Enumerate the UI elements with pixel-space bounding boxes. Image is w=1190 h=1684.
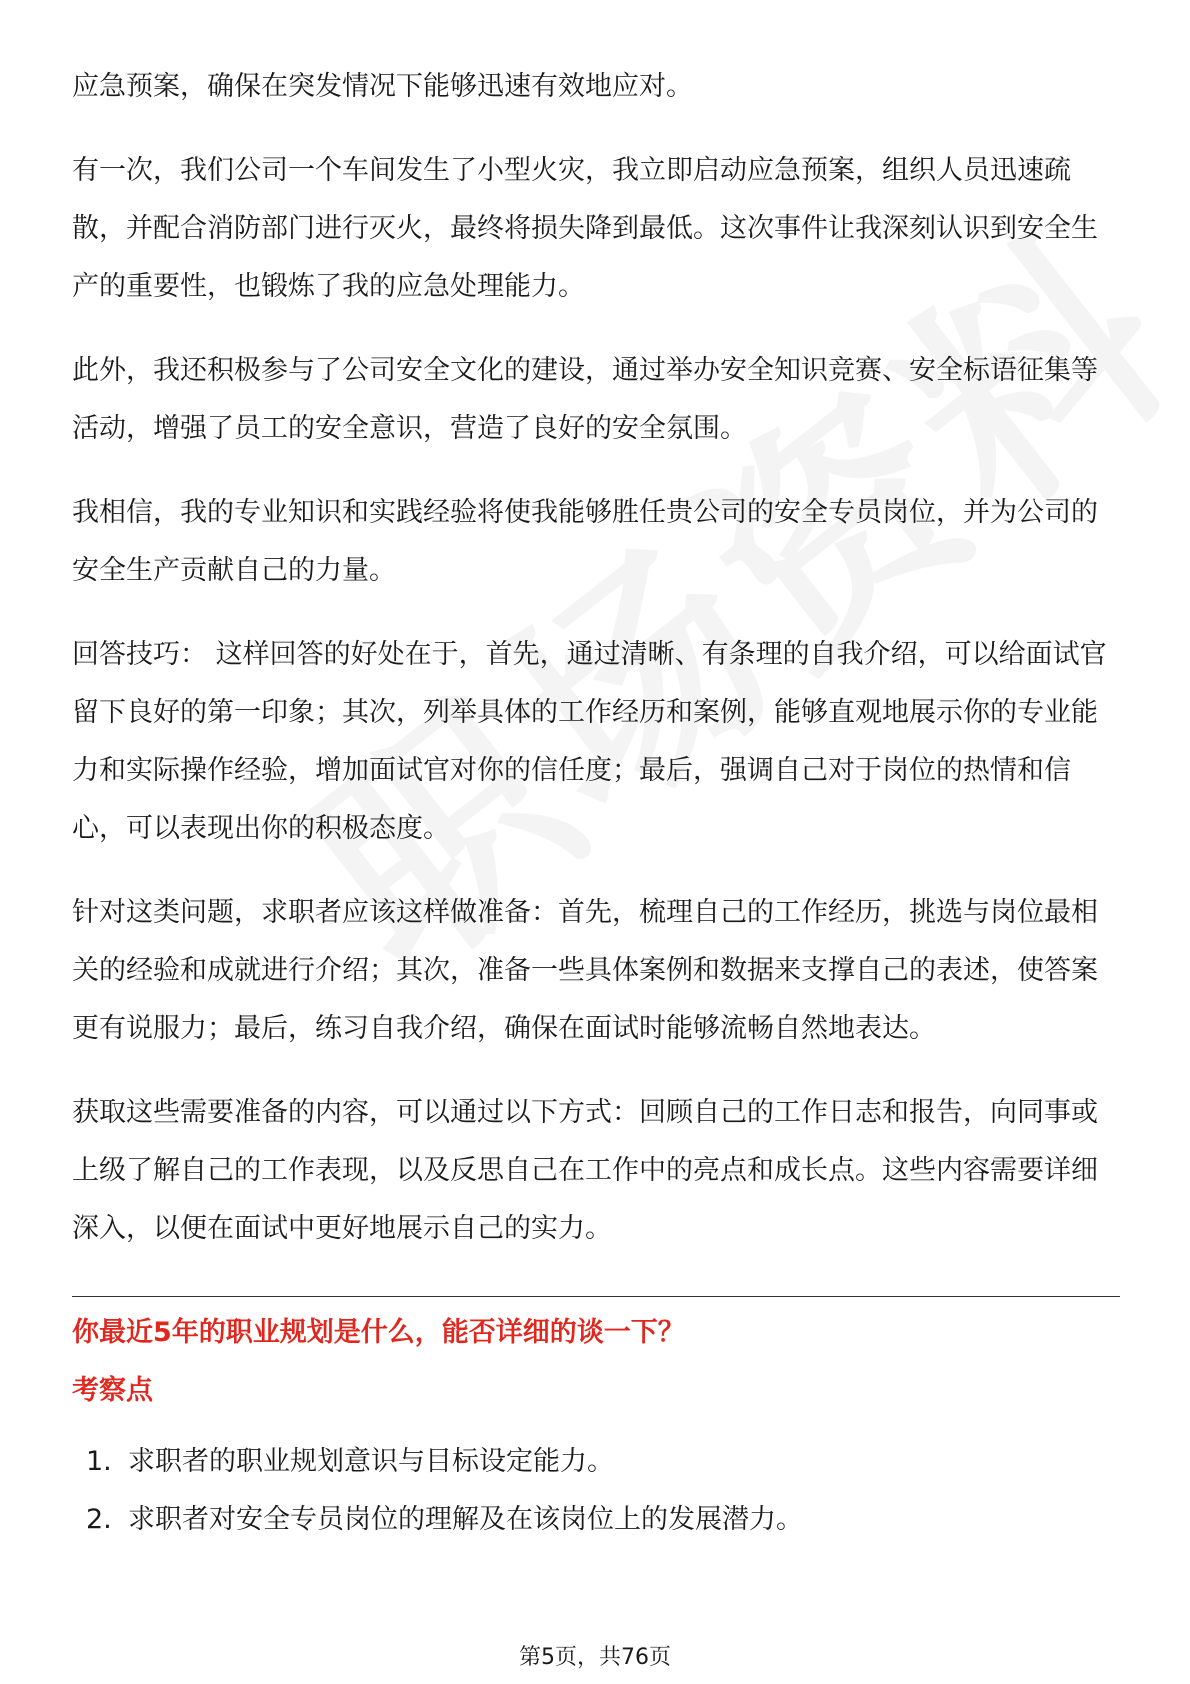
paragraph-answer-tips: 回答技巧： 这样回答的好处在于，首先，通过清晰、有条理的自我介绍，可以给面试官留下良好的第一印象；其次，列举具体的工作经历和案例，能够直观地展示你的专业能力和实际操作经验，增加面试官对你的信任度；最后，强调自己对于岗位的热情和信心，可以表现出你的积极态度。 [72, 639, 1107, 844]
assessment-points-heading: 考察点 [72, 1375, 153, 1406]
paragraph-sources: 获取这些需要准备的内容，可以通过以下方式：回顾自己的工作日志和报告，向同事或上级了解自己的工作表现，以及反思自己在工作中的亮点和成长点。这些内容需要详细深入，以便在面试中更好地展示自己的实力。 [72, 1097, 1098, 1244]
paragraph-2: 有一次，我们公司一个车间发生了小型火灾，我立即启动应急预案，组织人员迅速疏散，并配合消防部门进行灭火，最终将损失降到最低。这次事件让我深刻认识到安全生产的重要性，也锻炼了我的应急处理能力。 [72, 155, 1098, 302]
list-item-number: 1. [86, 1446, 112, 1477]
assessment-points-list [72, 1433, 1120, 1549]
page-content [72, 58, 1120, 1549]
list-item [86, 1491, 1120, 1549]
list-item-number: 2. [86, 1504, 112, 1535]
list-item [86, 1433, 1120, 1491]
question-heading: 你最近5年的职业规划是什么，能否详细的谈一下？ [72, 1317, 685, 1348]
paragraph-preparation: 针对这类问题，求职者应该这样做准备：首先，梳理自己的工作经历，挑选与岗位最相关的经验和成就进行介绍；其次，准备一些具体案例和数据来支撑自己的表述，使答案更有说服力；最后，练习自我介绍，确保在面试时能够流畅自然地表达。 [72, 897, 1098, 1044]
list-item-text: 求职者的职业规划意识与目标设定能力。 [128, 1446, 614, 1477]
section-divider [72, 1296, 1120, 1297]
paragraph-4: 我相信，我的专业知识和实践经验将使我能够胜任贵公司的安全专员岗位，并为公司的安全生产贡献自己的力量。 [72, 497, 1098, 586]
paragraph-1: 应急预案，确保在突发情况下能够迅速有效地应对。 [72, 71, 693, 102]
page-number-footer: 第5页，共76页 [519, 1645, 671, 1670]
list-item-text: 求职者对安全专员岗位的理解及在该岗位上的发展潜力。 [128, 1504, 803, 1535]
paragraph-3: 此外，我还积极参与了公司安全文化的建设，通过举办安全知识竞赛、安全标语征集等活动，增强了员工的安全意识，营造了良好的安全氛围。 [72, 355, 1098, 444]
